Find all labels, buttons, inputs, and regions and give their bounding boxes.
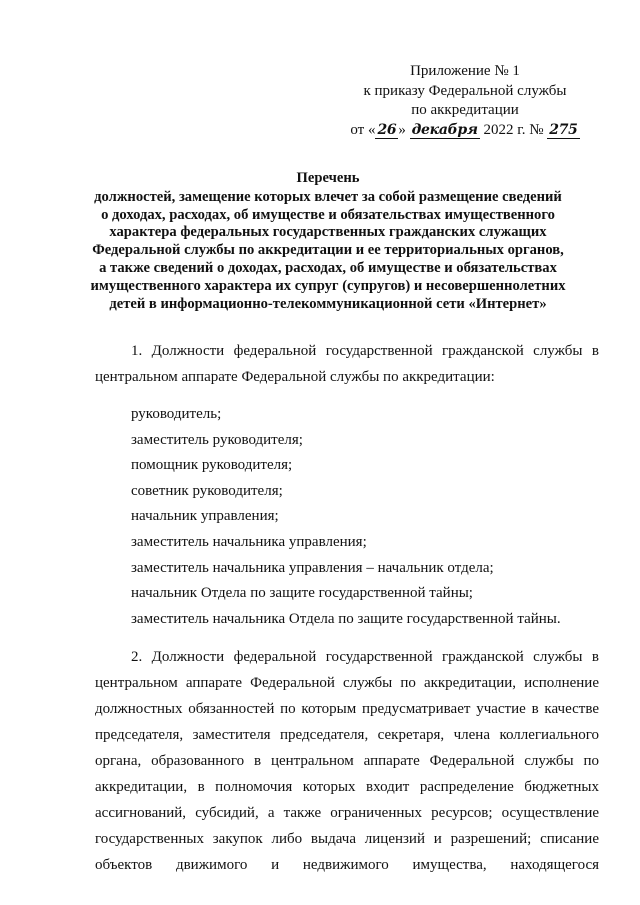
section-1-intro-text: 1. Должности федеральной государственной гражданской службы в центральном аппарате Федеральной службы по аккредитации: [95,343,599,385]
title-line: должностей, замещение которых влечет за собой размещение сведений [94,188,562,205]
year-text: 2022 г. № [483,121,544,138]
list-item: начальник Отдела по защите государственной тайны; [131,585,473,602]
title-line: характера федеральных государственных гражданских служащих [109,224,547,241]
list-item: заместитель начальника управления – начальник отдела; [131,559,494,576]
appendix-line-1: Приложение № 1 [410,63,520,79]
title-line: а также сведений о доходах, расходах, об имуществе и обязательствах [99,259,557,276]
list-item: советник руководителя; [131,482,283,499]
title-line: Федеральной службы по аккредитации и ее территориальных органов, [92,242,564,259]
handwritten-month: декабря [411,121,478,138]
section-2-paragraph [95,644,599,878]
section-2-text: 2. Должности федеральной государственной гражданской службы в центральном аппарате Федеральной службы по аккредитации, исполнение должностных обязанностей по которым предусматривает участие в качестве председателя, заместителя председателя, секретаря, члена коллегиального органа, образованного в центральном аппарате Федеральной службы по аккредитации, в полномочия которых входит распределение бюджетных ассигнований, субсидий, а также ограниченных ресурсов; осуществление государственных закупок либо выдача лицензий и разрешений; списание объектов движимого и недвижимого имущества, находящегося [95,649,599,874]
list-item: заместитель начальника Отдела по защите государственной тайны. [131,610,561,627]
list-item: заместитель руководителя; [131,431,303,448]
list-item: заместитель начальника управления; [131,533,367,550]
list-item: руководитель; [131,406,222,422]
handwritten-order-number: 275 [549,121,578,138]
list-item: помощник руководителя; [131,457,293,474]
title-heading: Перечень [296,170,360,186]
document-body [95,338,599,878]
appendix-line-2: к приказу Федеральной службы [363,82,567,99]
date-mid: » [398,121,406,138]
appendix-date-line [340,121,590,141]
title-line: о доходах, расходах, об имуществе и обязательствах имущественного [101,206,555,223]
section-1-intro [95,338,599,390]
appendix-header [340,62,590,140]
section-1-list [95,402,599,632]
appendix-line-3: по аккредитации [411,102,519,118]
title-line: имущественного характера их супруг (супругов) и несовершеннолетних [90,277,566,294]
list-item: начальник управления; [131,508,279,525]
document-title [88,170,568,313]
handwritten-day: 26 [377,121,397,138]
date-prefix: от « [350,121,376,138]
title-line: детей в информационно-телекоммуникационной сети «Интернет» [109,295,547,312]
